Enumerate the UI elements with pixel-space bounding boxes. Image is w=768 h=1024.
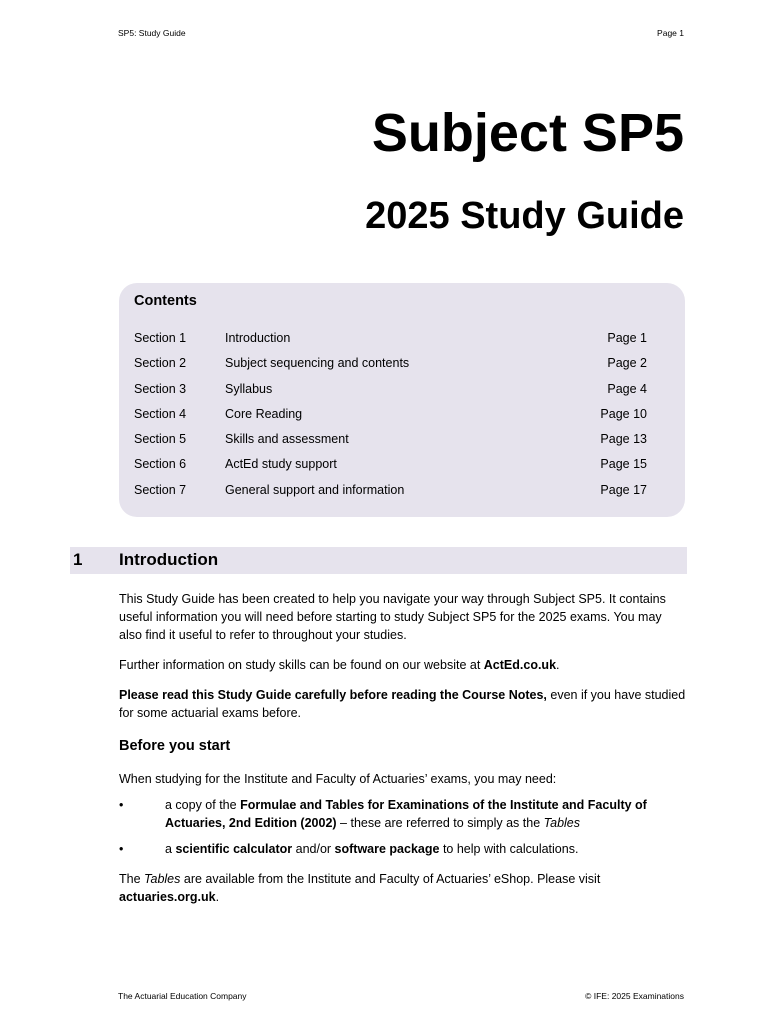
toc-row[interactable]: [134, 403, 647, 428]
tables-paragraph: The Tables are available from the Institute and Faculty of Actuaries’ eShop. Please visit actuaries.org.uk.: [119, 872, 601, 904]
toc-row[interactable]: [134, 428, 647, 453]
toc-section: Section 6: [134, 457, 187, 472]
punctuation: .: [556, 658, 560, 672]
section-heading-bar: [70, 547, 687, 574]
toc-name: Introduction: [225, 331, 291, 345]
bullet-text: a scientific calculator and/or software package to help with calculations.: [165, 842, 579, 856]
toc-section: Section 3: [134, 381, 187, 396]
section-title: Introduction: [119, 550, 219, 569]
toc-page: Page 15: [600, 457, 647, 472]
toc-row[interactable]: [134, 352, 647, 377]
toc-section: Section 2: [134, 356, 187, 371]
bullet-icon: •: [119, 798, 124, 812]
toc-page: Page 1: [607, 331, 647, 345]
contents-list: [134, 327, 647, 504]
footer-copyright: © IFE: 2025 Examinations: [585, 991, 684, 1001]
page-subtitle: 2025 Study Guide: [365, 195, 684, 237]
toc-name: General support and information: [225, 482, 405, 497]
section-number: 1: [73, 550, 83, 569]
intro-paragraph: This Study Guide has been created to help you navigate your way through Subject SP5. It contains useful information you will need before starting to study Subject SP5 for the 2025 exams. You may also find it useful to refer to throughout your studies.: [119, 592, 666, 642]
toc-section: Section 4: [134, 406, 187, 421]
toc-page: Page 13: [600, 432, 647, 447]
toc-row[interactable]: [134, 479, 647, 504]
footer-company: The Actuarial Education Company: [118, 991, 247, 1001]
read-guide-emphasis: Please read this Study Guide carefully before reading the Course Notes,: [119, 688, 547, 702]
toc-section: Section 1: [134, 331, 187, 345]
toc-name: Syllabus: [225, 381, 273, 396]
read-guide-paragraph: [119, 686, 687, 722]
bullet-icon: •: [119, 842, 124, 856]
contents-box: [119, 283, 685, 517]
website-paragraph: [119, 656, 687, 674]
read-guide-text: even if you have studied for some actuarial exams before.: [119, 688, 686, 720]
toc-name: Skills and assessment: [225, 432, 349, 447]
toc-row[interactable]: [134, 378, 647, 403]
header-page-number: Page 1: [657, 28, 684, 38]
toc-section: Section 5: [134, 432, 187, 447]
toc-row[interactable]: [134, 327, 647, 352]
toc-page: Page 2: [607, 356, 647, 371]
website-text: Further information on study skills can be found on our website at: [119, 658, 484, 672]
acted-link[interactable]: ActEd.co.uk: [483, 658, 557, 672]
contents-heading: Contents: [134, 293, 197, 309]
actuaries-link[interactable]: actuaries.org.uk: [119, 890, 216, 904]
page-title: Subject SP5: [371, 103, 684, 163]
toc-name: Subject sequencing and contents: [225, 356, 410, 371]
toc-name: Core Reading: [225, 406, 303, 421]
toc-section: Section 7: [134, 482, 187, 497]
bullet-text: a copy of the Formulae and Tables for Examinations of the Institute and Faculty of Actuaries, 2nd Edition (2002) – these are referred to simply as the Tables: [165, 798, 647, 830]
toc-page: Page 4: [607, 381, 647, 396]
toc-page: Page 17: [600, 482, 647, 497]
toc-page: Page 10: [600, 406, 647, 421]
toc-name: ActEd study support: [225, 457, 337, 472]
need-paragraph: When studying for the Institute and Faculty of Actuaries’ exams, you may need:: [119, 772, 557, 786]
subheading-before-you-start: Before you start: [119, 738, 231, 754]
header-doc-title: SP5: Study Guide: [118, 28, 186, 38]
toc-row[interactable]: [134, 453, 647, 478]
